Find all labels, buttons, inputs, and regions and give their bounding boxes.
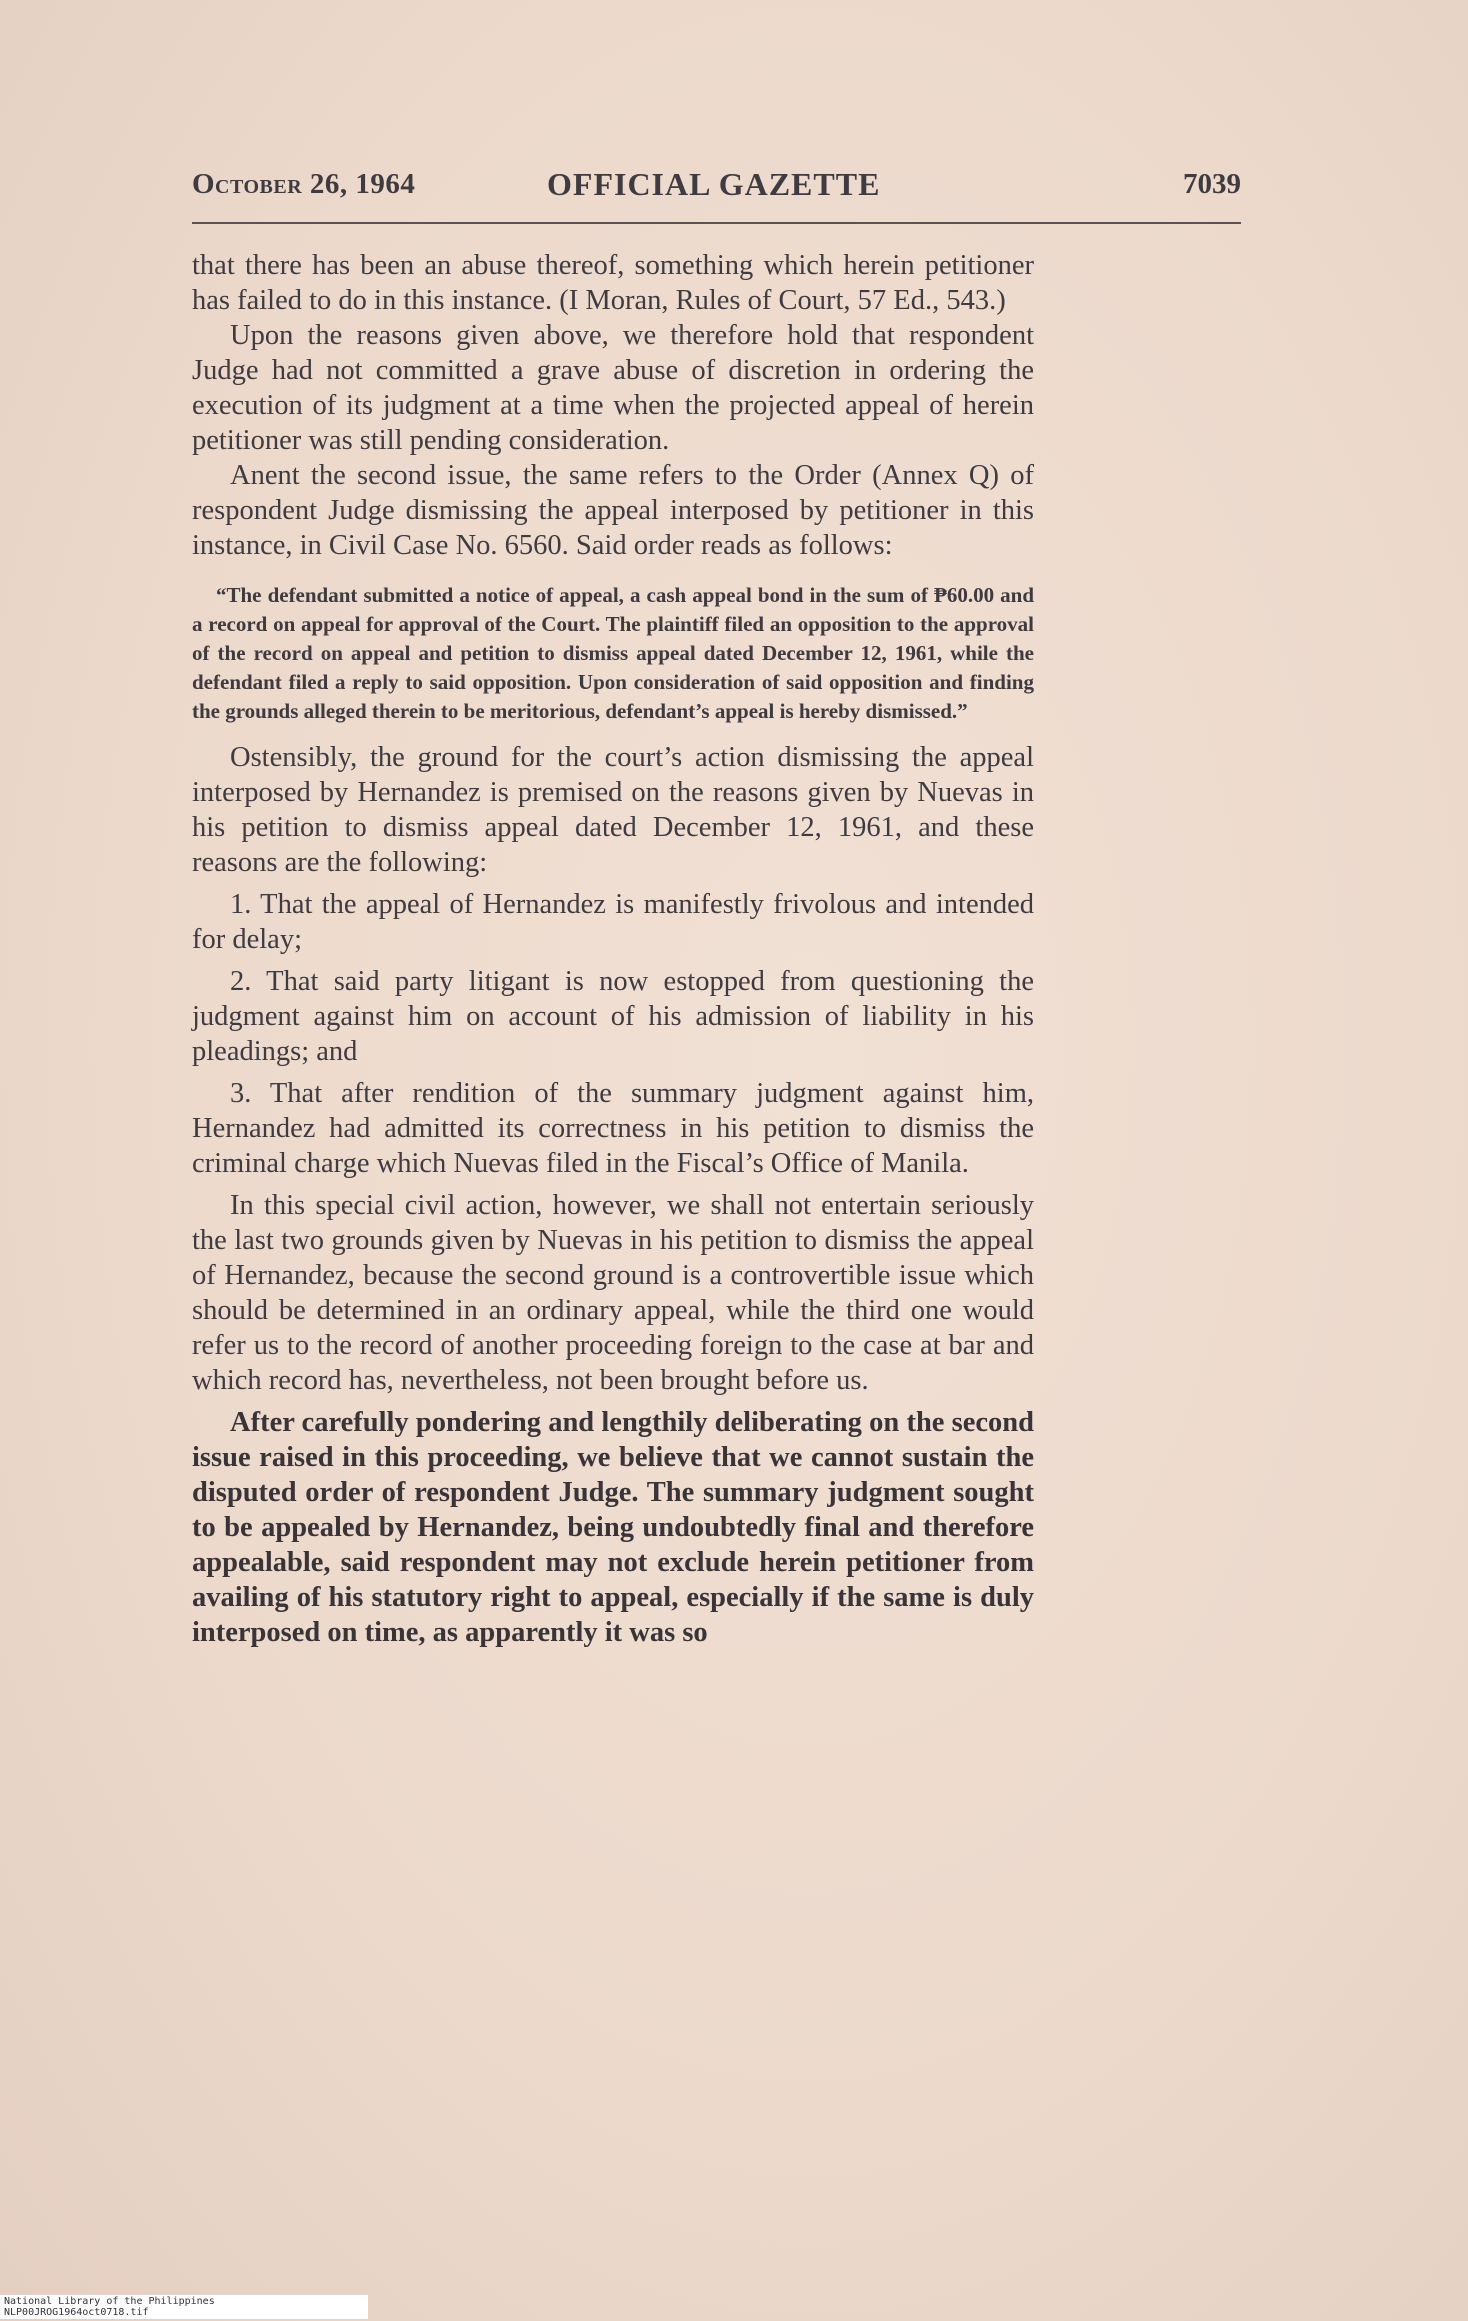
paragraph: Upon the reasons given above, we therefore hold that respondent Judge had not committed a grave abuse of discretion in ordering the execution of its judgment at a time when the projected appeal of herein petitioner was still pending consideration. <box>192 320 1034 456</box>
paragraph: Anent the second issue, the same refers to the Order (Annex Q) of respondent Judge dismissing the appeal interposed by petitioner in this instance, in Civil Case No. 6560. Said order reads as follows: <box>192 460 1034 561</box>
header-rule <box>192 222 1241 224</box>
header-title: OFFICIAL GAZETTE <box>547 166 881 202</box>
list-item: 3. That after rendition of the summary judgment against him, Hernandez had admitted its correctness in his petition to dismiss the criminal charge which Nuevas filed in the Fiscal’s Office of Manila. <box>192 1078 1034 1179</box>
paragraph-continued: that there has been an abuse thereof, something which herein petitioner has failed to do in this instance. (I Moran, Rules of Court, 57 Ed., 543.) <box>192 250 1034 316</box>
footer-filename: NLP00JROG1964oct0718.tif <box>4 2307 149 2318</box>
list-item: 1. That the appeal of Hernandez is manifestly frivolous and intended for delay; <box>192 889 1034 955</box>
paragraph: In this special civil action, however, we shall not entertain seriously the last two grounds given by Nuevas in his petition to dismiss the appeal of Hernandez, because the second ground is a controvertible issue which should be determined in an ordinary appeal, while the third one would refer us to the record of another proceeding foreign to the case at bar and which record has, nevertheless, not been brought before us. <box>192 1190 1034 1396</box>
footer-library: National Library of the Philippines <box>4 2296 215 2307</box>
paragraph: Ostensibly, the ground for the court’s action dismissing the appeal interposed by Hernandez is premised on the reasons given by Nuevas in his petition to dismiss appeal dated December 12, 1961, and these reasons are the following: <box>192 742 1034 878</box>
body-text <box>192 248 1034 1650</box>
paragraph: After carefully pondering and lengthily deliberating on the second issue raised in this proceeding, we believe that we cannot sustain the disputed order of respondent Judge. The summary judgment sought to be appealed by Hernandez, being undoubtedly final and therefore appealable, said respondent may not exclude herein petitioner from availing of his statutory right to appeal, especially if the same is duly interposed on time, as apparently it was so <box>192 1407 1034 1648</box>
scan-footer <box>0 2295 368 2319</box>
page-header <box>192 168 1241 208</box>
header-date: October 26, 1964 <box>192 168 416 200</box>
quoted-order: “The defendant submitted a notice of appeal, a cash appeal bond in the sum of ₱60.00 and a record on appeal for approval of the Court. The plaintiff filed an opposition to the approval of the record on appeal and petition to dismiss appeal dated December 12, 1961, while the defendant filed a reply to said opposition. Upon consideration of said opposition and finding the grounds alleged therein to be meritorious, defendant’s appeal is hereby dismissed.” <box>192 583 1034 723</box>
page-number: 7039 <box>1183 168 1241 200</box>
list-item: 2. That said party litigant is now estopped from questioning the judgment against him on account of his admission of liability in his pleadings; and <box>192 966 1034 1067</box>
